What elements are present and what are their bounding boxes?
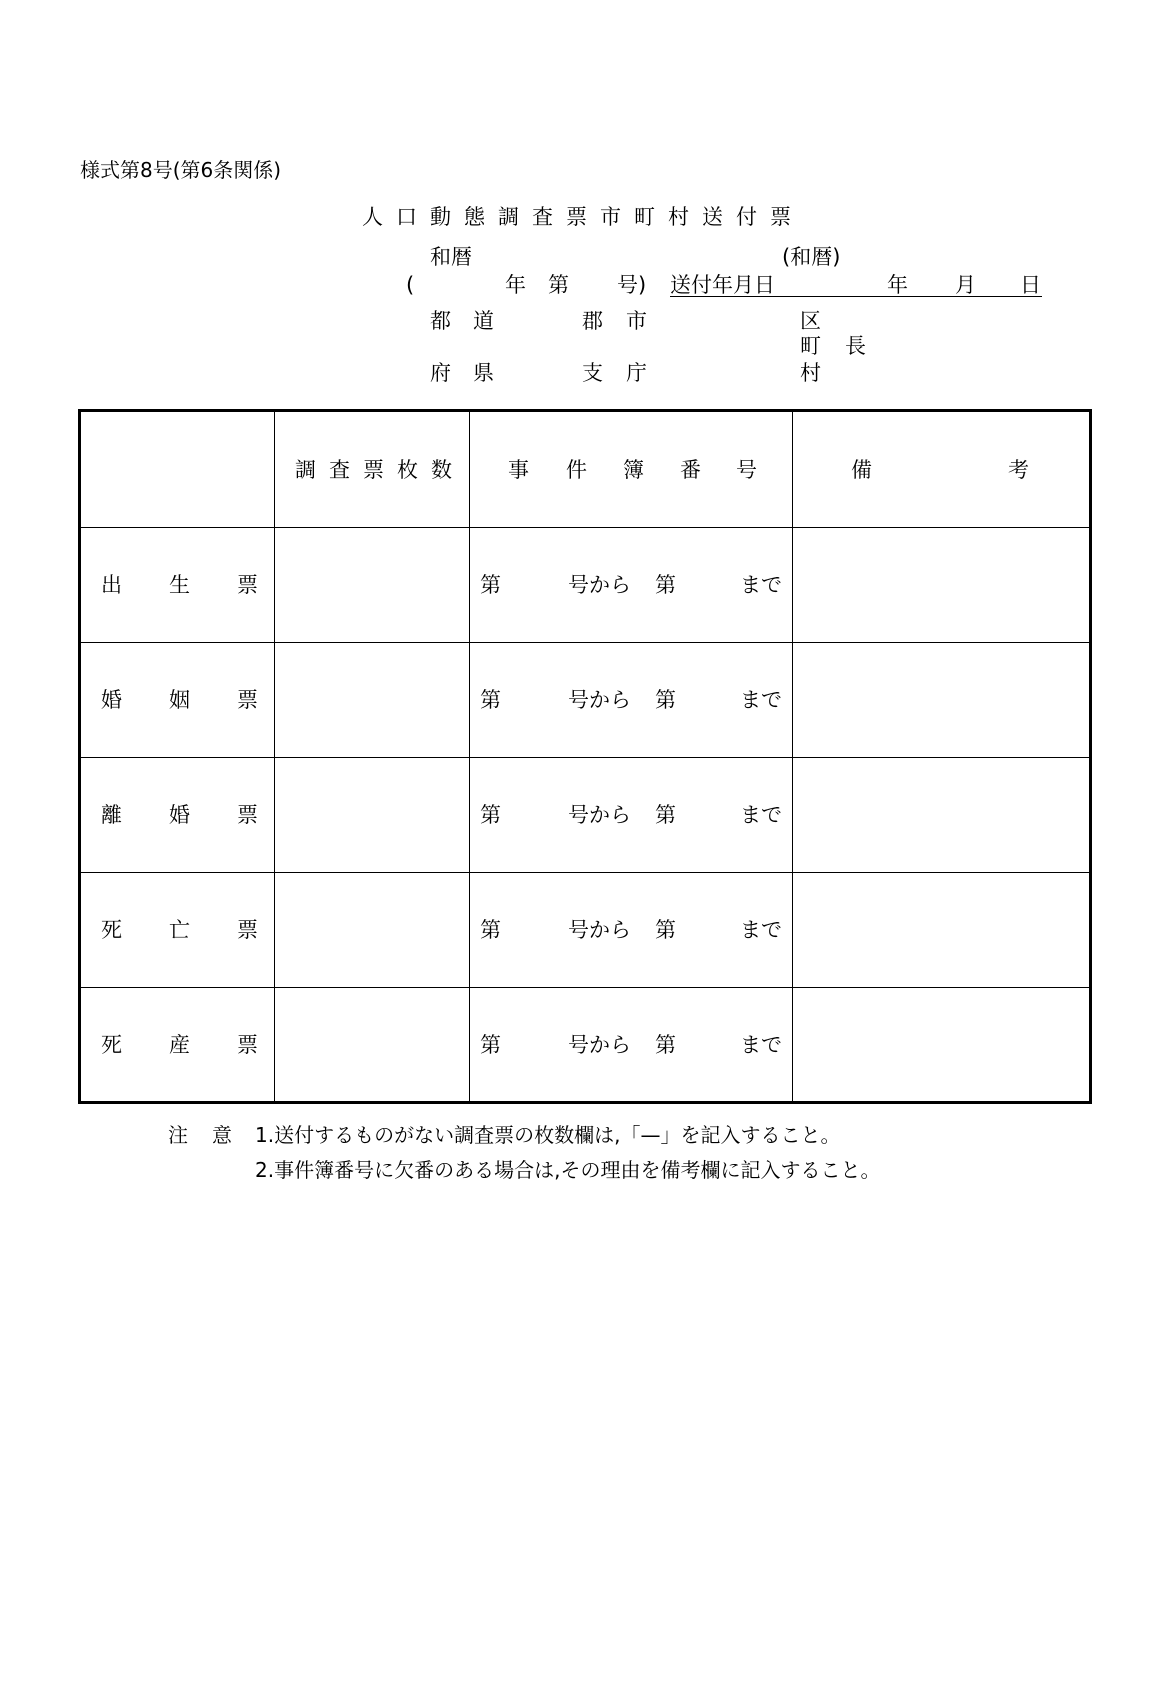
header-count-cell xyxy=(275,411,470,528)
remarks-input-cell[interactable] xyxy=(793,528,1091,643)
row-label-char: 死 xyxy=(101,1032,122,1057)
note-item-2: 2.事件簿番号に欠番のある場合は,その理由を備考欄に記入すること。 xyxy=(255,1158,881,1182)
range-gokara: 号から xyxy=(568,688,631,712)
table-row xyxy=(80,643,1091,758)
range-made: まで xyxy=(740,1032,782,1057)
city-shi: 市 xyxy=(626,309,647,333)
range-dai2: 第 xyxy=(655,573,676,597)
range-dai: 第 xyxy=(480,918,501,942)
remarks-input-cell[interactable] xyxy=(793,643,1091,758)
row-label-char: 出 xyxy=(101,573,122,597)
table-row xyxy=(80,988,1091,1103)
row-label-char: 亡 xyxy=(169,918,190,942)
remarks-input-cell[interactable] xyxy=(793,988,1091,1103)
range-made: まで xyxy=(740,573,782,597)
row-label-char: 生 xyxy=(169,573,190,597)
town-machi: 町 xyxy=(800,334,821,358)
range-dai: 第 xyxy=(480,803,501,827)
table-row xyxy=(80,528,1091,643)
header-blank-cell xyxy=(80,411,275,528)
number-suffix: 号) xyxy=(617,273,647,297)
row-label-cell xyxy=(80,873,275,988)
table-row xyxy=(80,758,1091,873)
row-label-char: 票 xyxy=(237,803,258,827)
header-count-char: 査 xyxy=(329,457,350,482)
pref-to: 都 xyxy=(430,309,451,333)
header-register-char: 事 xyxy=(508,457,529,482)
row-label-char: 票 xyxy=(237,573,258,597)
send-date-label: 送付年月日 xyxy=(670,273,775,297)
range-gokara: 号から xyxy=(568,1032,631,1057)
count-input-cell[interactable] xyxy=(275,528,470,643)
form-title: 人口動態調査票市町村送付票 xyxy=(362,205,804,229)
header-remarks-cell xyxy=(793,411,1091,528)
table-header-row xyxy=(80,411,1091,528)
pref-fu: 府 xyxy=(430,361,451,385)
pref-ken: 県 xyxy=(473,361,494,385)
header-count-char: 調 xyxy=(295,457,316,482)
table-row xyxy=(80,873,1091,988)
count-input-cell[interactable] xyxy=(275,873,470,988)
form-number: 様式第8号(第6条関係) xyxy=(80,158,282,182)
date-month: 月 xyxy=(955,273,976,297)
count-input-cell[interactable] xyxy=(275,758,470,873)
branch-shi: 支 xyxy=(582,361,603,385)
register-range-cell[interactable] xyxy=(470,988,793,1103)
row-label-cell xyxy=(80,988,275,1103)
header-register-char: 件 xyxy=(566,457,587,482)
header-count-char: 枚 xyxy=(397,457,418,482)
branch-cho: 庁 xyxy=(626,361,647,385)
range-dai2: 第 xyxy=(655,803,676,827)
row-label-char: 姻 xyxy=(169,688,190,712)
remarks-input-cell[interactable] xyxy=(793,873,1091,988)
header-register-char: 簿 xyxy=(623,457,644,482)
range-dai2: 第 xyxy=(655,688,676,712)
header-register-char: 番 xyxy=(680,457,701,482)
remarks-input-cell[interactable] xyxy=(793,758,1091,873)
register-range-cell[interactable] xyxy=(470,643,793,758)
ward-ku: 区 xyxy=(800,309,821,333)
row-label-char: 婚 xyxy=(169,803,190,827)
send-date-underline xyxy=(670,296,1042,297)
range-dai2: 第 xyxy=(655,1032,676,1057)
header-remarks-char: 備 xyxy=(851,457,872,482)
range-gokara: 号から xyxy=(568,918,631,942)
row-label-char: 票 xyxy=(237,1032,258,1057)
note-item-1: 1.送付するものがない調査票の枚数欄は,「—」を記入すること。 xyxy=(255,1123,841,1147)
mayor-cho: 長 xyxy=(845,334,866,358)
paren-open: ( xyxy=(406,273,415,297)
number-prefix: 第 xyxy=(548,273,569,297)
header-count-char: 票 xyxy=(363,457,384,482)
range-gokara: 号から xyxy=(568,803,631,827)
row-label-cell xyxy=(80,643,275,758)
range-gokara: 号から xyxy=(568,573,631,597)
header-count-char: 数 xyxy=(431,457,452,482)
county-gun: 郡 xyxy=(582,309,603,333)
header-remarks-char: 考 xyxy=(1008,457,1029,482)
wareki-label-right: (和暦) xyxy=(782,245,841,269)
range-dai: 第 xyxy=(480,573,501,597)
date-day: 日 xyxy=(1020,273,1041,297)
row-label-cell xyxy=(80,528,275,643)
count-input-cell[interactable] xyxy=(275,643,470,758)
wareki-label: 和暦 xyxy=(430,245,472,269)
row-label-cell xyxy=(80,758,275,873)
row-label-char: 死 xyxy=(101,918,122,942)
notes-label-char: 意 xyxy=(212,1123,232,1147)
count-input-cell[interactable] xyxy=(275,988,470,1103)
row-label-char: 離 xyxy=(101,803,122,827)
row-label-char: 産 xyxy=(169,1032,190,1057)
row-label-char: 票 xyxy=(237,688,258,712)
date-year: 年 xyxy=(887,273,908,297)
village-mura: 村 xyxy=(800,361,821,385)
register-range-cell[interactable] xyxy=(470,873,793,988)
register-range-cell[interactable] xyxy=(470,758,793,873)
transmittal-table xyxy=(78,409,1092,1104)
register-range-cell[interactable] xyxy=(470,528,793,643)
row-label-char: 婚 xyxy=(101,688,122,712)
header-register-cell xyxy=(470,411,793,528)
row-label-char: 票 xyxy=(237,918,258,942)
range-dai2: 第 xyxy=(655,918,676,942)
notes-label-char: 注 xyxy=(168,1123,188,1147)
range-made: まで xyxy=(740,803,782,827)
range-dai: 第 xyxy=(480,1032,501,1057)
header-register-char: 号 xyxy=(736,457,757,482)
range-dai: 第 xyxy=(480,688,501,712)
range-made: まで xyxy=(740,688,782,712)
range-made: まで xyxy=(740,918,782,942)
pref-do: 道 xyxy=(473,309,494,333)
year-label: 年 xyxy=(505,273,526,297)
